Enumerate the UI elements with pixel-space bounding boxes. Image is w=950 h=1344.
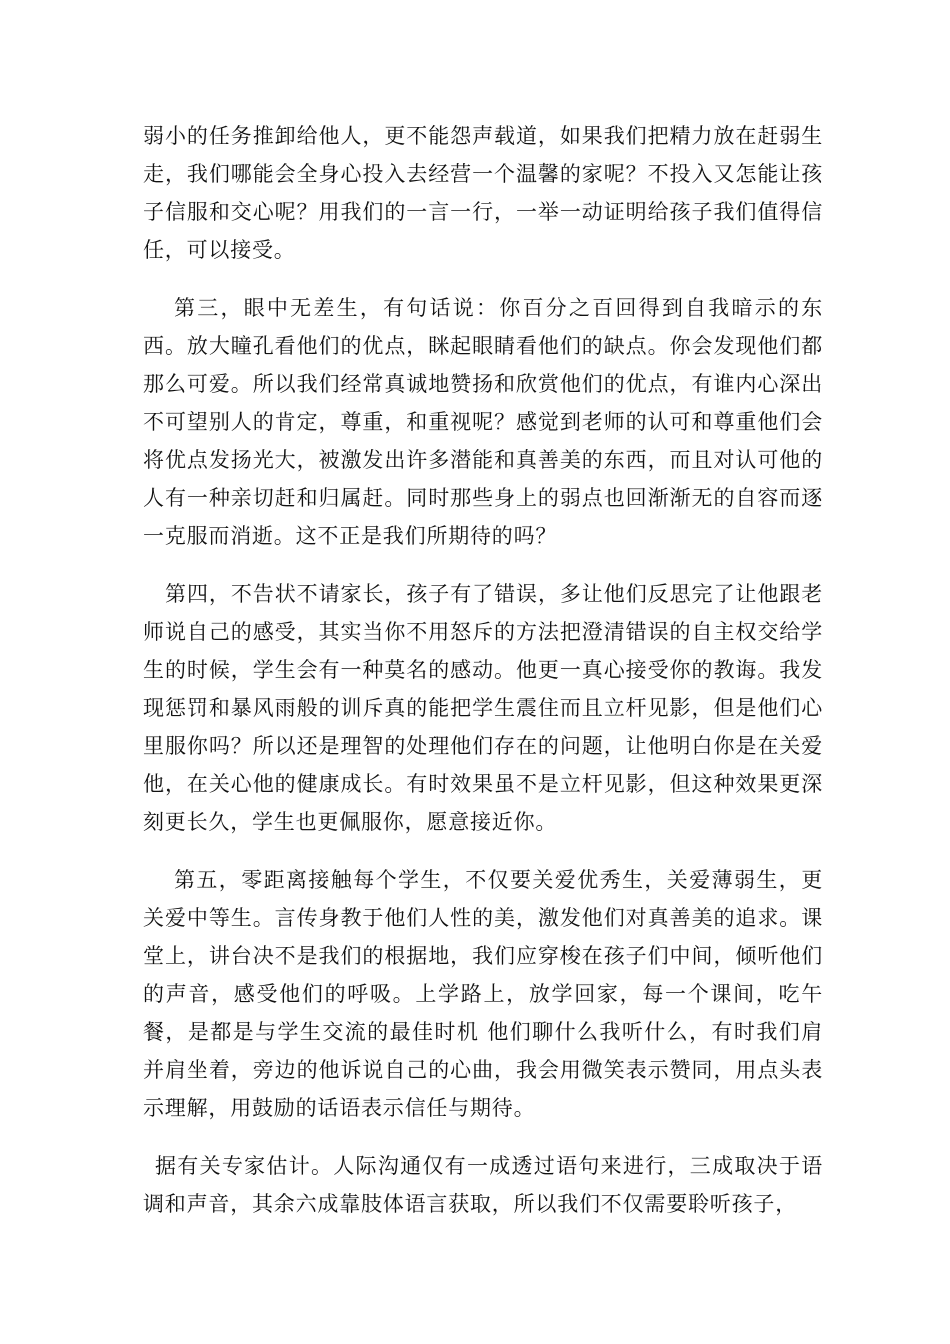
- paragraph-gap: [143, 269, 823, 289]
- paragraph-point-five: 第五，零距离接触每个学生，不仅要关爱优秀生，关爱薄弱生，更关爱中等生。言传身教于他们人性的美，激发他们对真善美的追求。课堂上，讲台决不是我们的根据地，我们应穿梭在孩子们中间，倾听他们的声音，感受他们的呼吸。上学路上，放学回家，每一个课间，吃午餐，是都是与学生交流的最佳时机 他们聊什么我听什么，有时我们肩并肩坐着，旁边的他诉说自己的心曲，我会用微笑表示赞同，用点头表示理解，用鼓励的话语表示信任与期待。: [143, 868, 823, 1120]
- paragraph-gap: [143, 555, 823, 575]
- paragraph-gap: [143, 1127, 823, 1147]
- paragraph-expert-estimate: 据有关专家估计。人际沟通仅有一成透过语句来进行，三成取决于语调和声音，其余六成靠肢体语言获取，所以我们不仅需要聆听孩子，: [143, 1154, 823, 1216]
- paragraph-point-three: 第三，眼中无差生，有句话说：你百分之百回得到自我暗示的东西。放大瞳孔看他们的优点，眯起眼睛看他们的缺点。你会发现他们都那么可爱。所以我们经常真诚地赞扬和欣赏他们的优点，有谁内心深出不可望别人的肯定，尊重，和重视呢？感觉到老师的认可和尊重他们会将优点发扬光大，被激发出许多潜能和真善美的东西，而且对认可他的人有一种亲切赶和归属赶。同时那些身上的弱点也回渐渐无的自容而逐一克服而消逝。这不正是我们所期待的吗？: [143, 296, 823, 548]
- paragraph-continuation: 弱小的任务推卸给他人，更不能怨声载道，如果我们把精力放在赶弱生走，我们哪能会全身心投入去经营一个温馨的家呢？不投入又怎能让孩子信服和交心呢？用我们的一言一行，一举一动证明给孩子我们值得信任，可以接受。: [143, 124, 823, 262]
- paragraph-gap: [143, 841, 823, 861]
- document-body: [143, 117, 823, 1223]
- paragraph-point-four: 第四，不告状不请家长，孩子有了错误，多让他们反思完了让他跟老师说自己的感受，其实当你不用怒斥的方法把澄清错误的自主权交给学生的时候，学生会有一种莫名的感动。他更一真心接受你的教诲。我发现惩罚和暴风雨般的训斥真的能把学生震住而且立杆见影，但是他们心里服你吗？所以还是理智的处理他们存在的问题，让他明白你是在关爱他，在关心他的健康成长。有时效果虽不是立杆见影，但这种效果更深刻更长久，学生也更佩服你，愿意接近你。: [143, 582, 823, 834]
